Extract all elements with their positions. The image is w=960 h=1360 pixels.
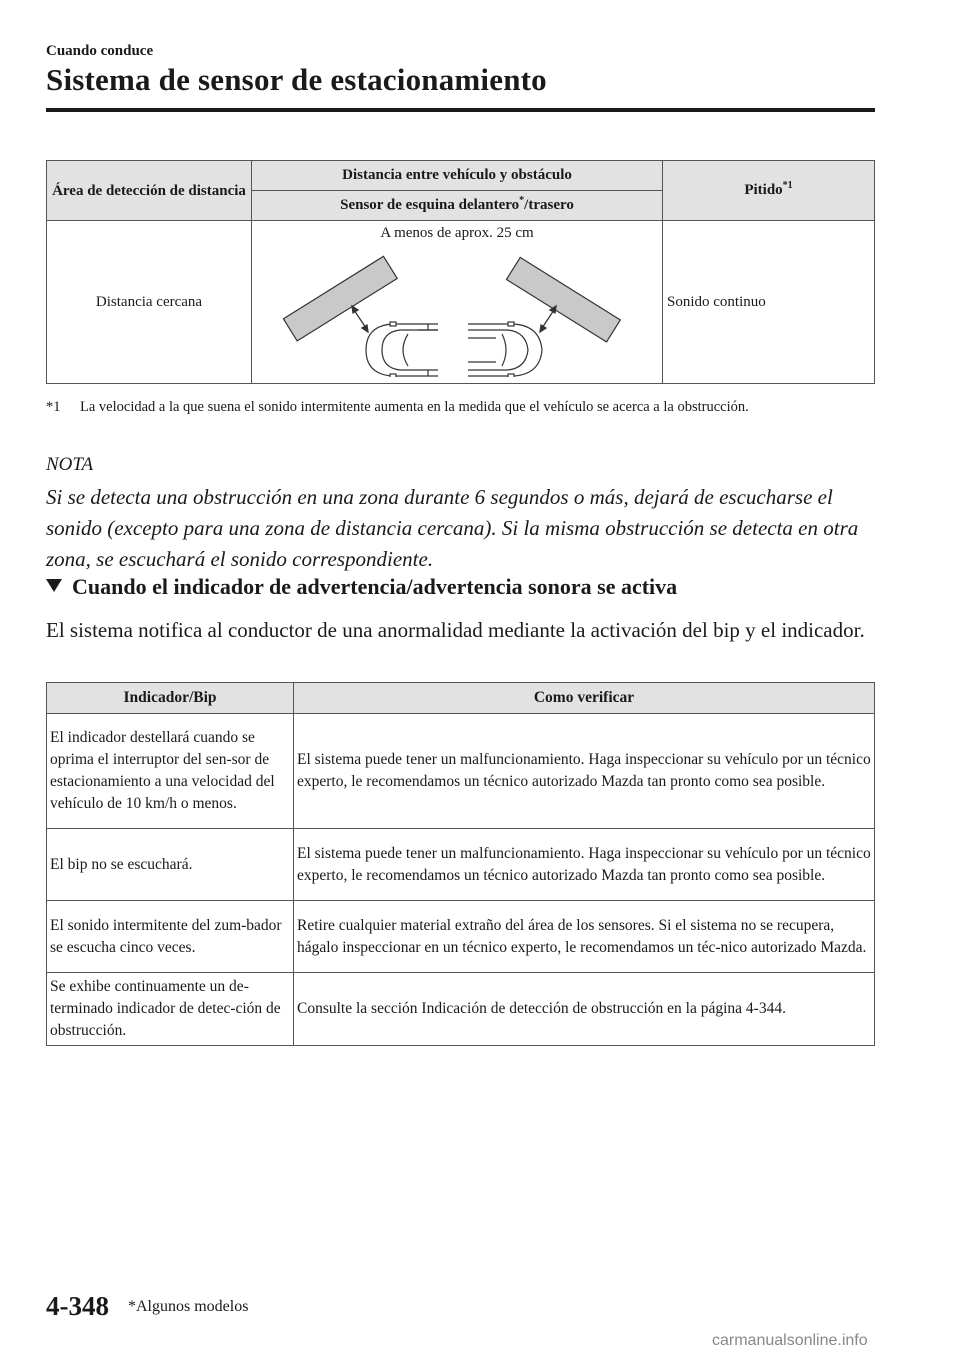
note-body: Si se detecta una obstrucción en una zona durante 6 segundos o más, dejará de escucharse el sonido (excepto para una zona de distancia cercana). Si la misma obstrucción se detecta en otra zona, se escuchará el sonido correspondiente. xyxy=(46,485,859,571)
arrow-right xyxy=(540,306,556,332)
header-area: Área de detección de distancia xyxy=(47,161,252,221)
row-indicator: Se exhibe continuamente un de-terminado indicador de detec-ción de obstrucción. xyxy=(47,973,294,1046)
row-check: El sistema puede tener un malfuncionamiento. Haga inspeccionar su vehículo por un técnico experto, le recomendamos un técnico autorizado Mazda tan pronto como sea posible. xyxy=(294,829,875,901)
row-check: Consulte la sección Indicación de detección de obstrucción en la página 4-344. xyxy=(294,973,875,1046)
header-distance: Distancia entre vehículo y obstáculo xyxy=(252,161,663,191)
row-indicator: El indicador destellará cuando se oprima el interruptor del sen-sor de estacionamiento a una velocidad del vehículo de 10 km/h o menos. xyxy=(47,714,294,829)
page-title: Sistema de sensor de estacionamiento xyxy=(46,62,547,97)
row-indicator: El bip no se escuchará. xyxy=(47,829,294,901)
page-number: 4-348 xyxy=(46,1291,109,1321)
note-heading: NOTA xyxy=(46,454,94,475)
footnote-text: La velocidad a la que suena el sonido intermitente aumenta en la medida que el vehículo se acerca a la obstrucción. xyxy=(80,399,749,415)
row-check: El sistema puede tener un malfuncionamiento. Haga inspeccionar su vehículo por un técnico experto, le recomendamos un técnico autorizado Mazda tan pronto como sea posible. xyxy=(294,714,875,829)
header-check: Como verificar xyxy=(294,683,875,714)
section-body: El sistema notifica al conductor de una anormalidad mediante la activación del bip y el indicador. xyxy=(46,618,865,642)
warning-table xyxy=(46,682,875,1046)
section-label: Cuando conduce xyxy=(46,43,154,59)
cell-area-near: Distancia cercana xyxy=(47,221,252,384)
header-beep: Pitido$^{*1}$ xyxy=(663,161,875,221)
obstacle-right xyxy=(506,257,620,342)
table-row xyxy=(47,829,875,901)
table-row xyxy=(47,901,875,973)
row-check: Retire cualquier material extraño del área de los sensores. Si el sistema no se recupera, hágalo inspeccionar en un técnico experto, le recomendamos un téc-nico autorizado Mazda. xyxy=(294,901,875,973)
cell-diagram xyxy=(252,221,663,384)
header-indicator: Indicador/Bip xyxy=(47,683,294,714)
section-heading: Cuando el indicador de advertencia/advertencia sonora se activa xyxy=(46,574,677,600)
car-rear xyxy=(468,322,542,377)
row-indicator: El sonido intermitente del zum-bador se escucha cinco veces. xyxy=(47,901,294,973)
arrow-left xyxy=(352,306,368,332)
obstacle-left xyxy=(283,256,397,341)
sensor-diagram xyxy=(252,242,654,377)
cell-beep-continuous: Sonido continuo xyxy=(663,221,875,384)
footnote-mark: *1 xyxy=(46,399,61,415)
detection-table xyxy=(46,160,875,384)
title-divider xyxy=(46,108,875,112)
distance-label: A menos de aprox. 25 cm xyxy=(380,225,534,241)
footer-note: *Algunos modelos xyxy=(128,1298,249,1315)
watermark: carmanualsonline.info xyxy=(712,1332,868,1349)
car-front xyxy=(366,322,438,377)
triangle-bullet-icon xyxy=(46,579,62,592)
header-sensor: Sensor de esquina delantero*/trasero xyxy=(252,191,663,221)
table-row xyxy=(47,973,875,1046)
table-row xyxy=(47,714,875,829)
